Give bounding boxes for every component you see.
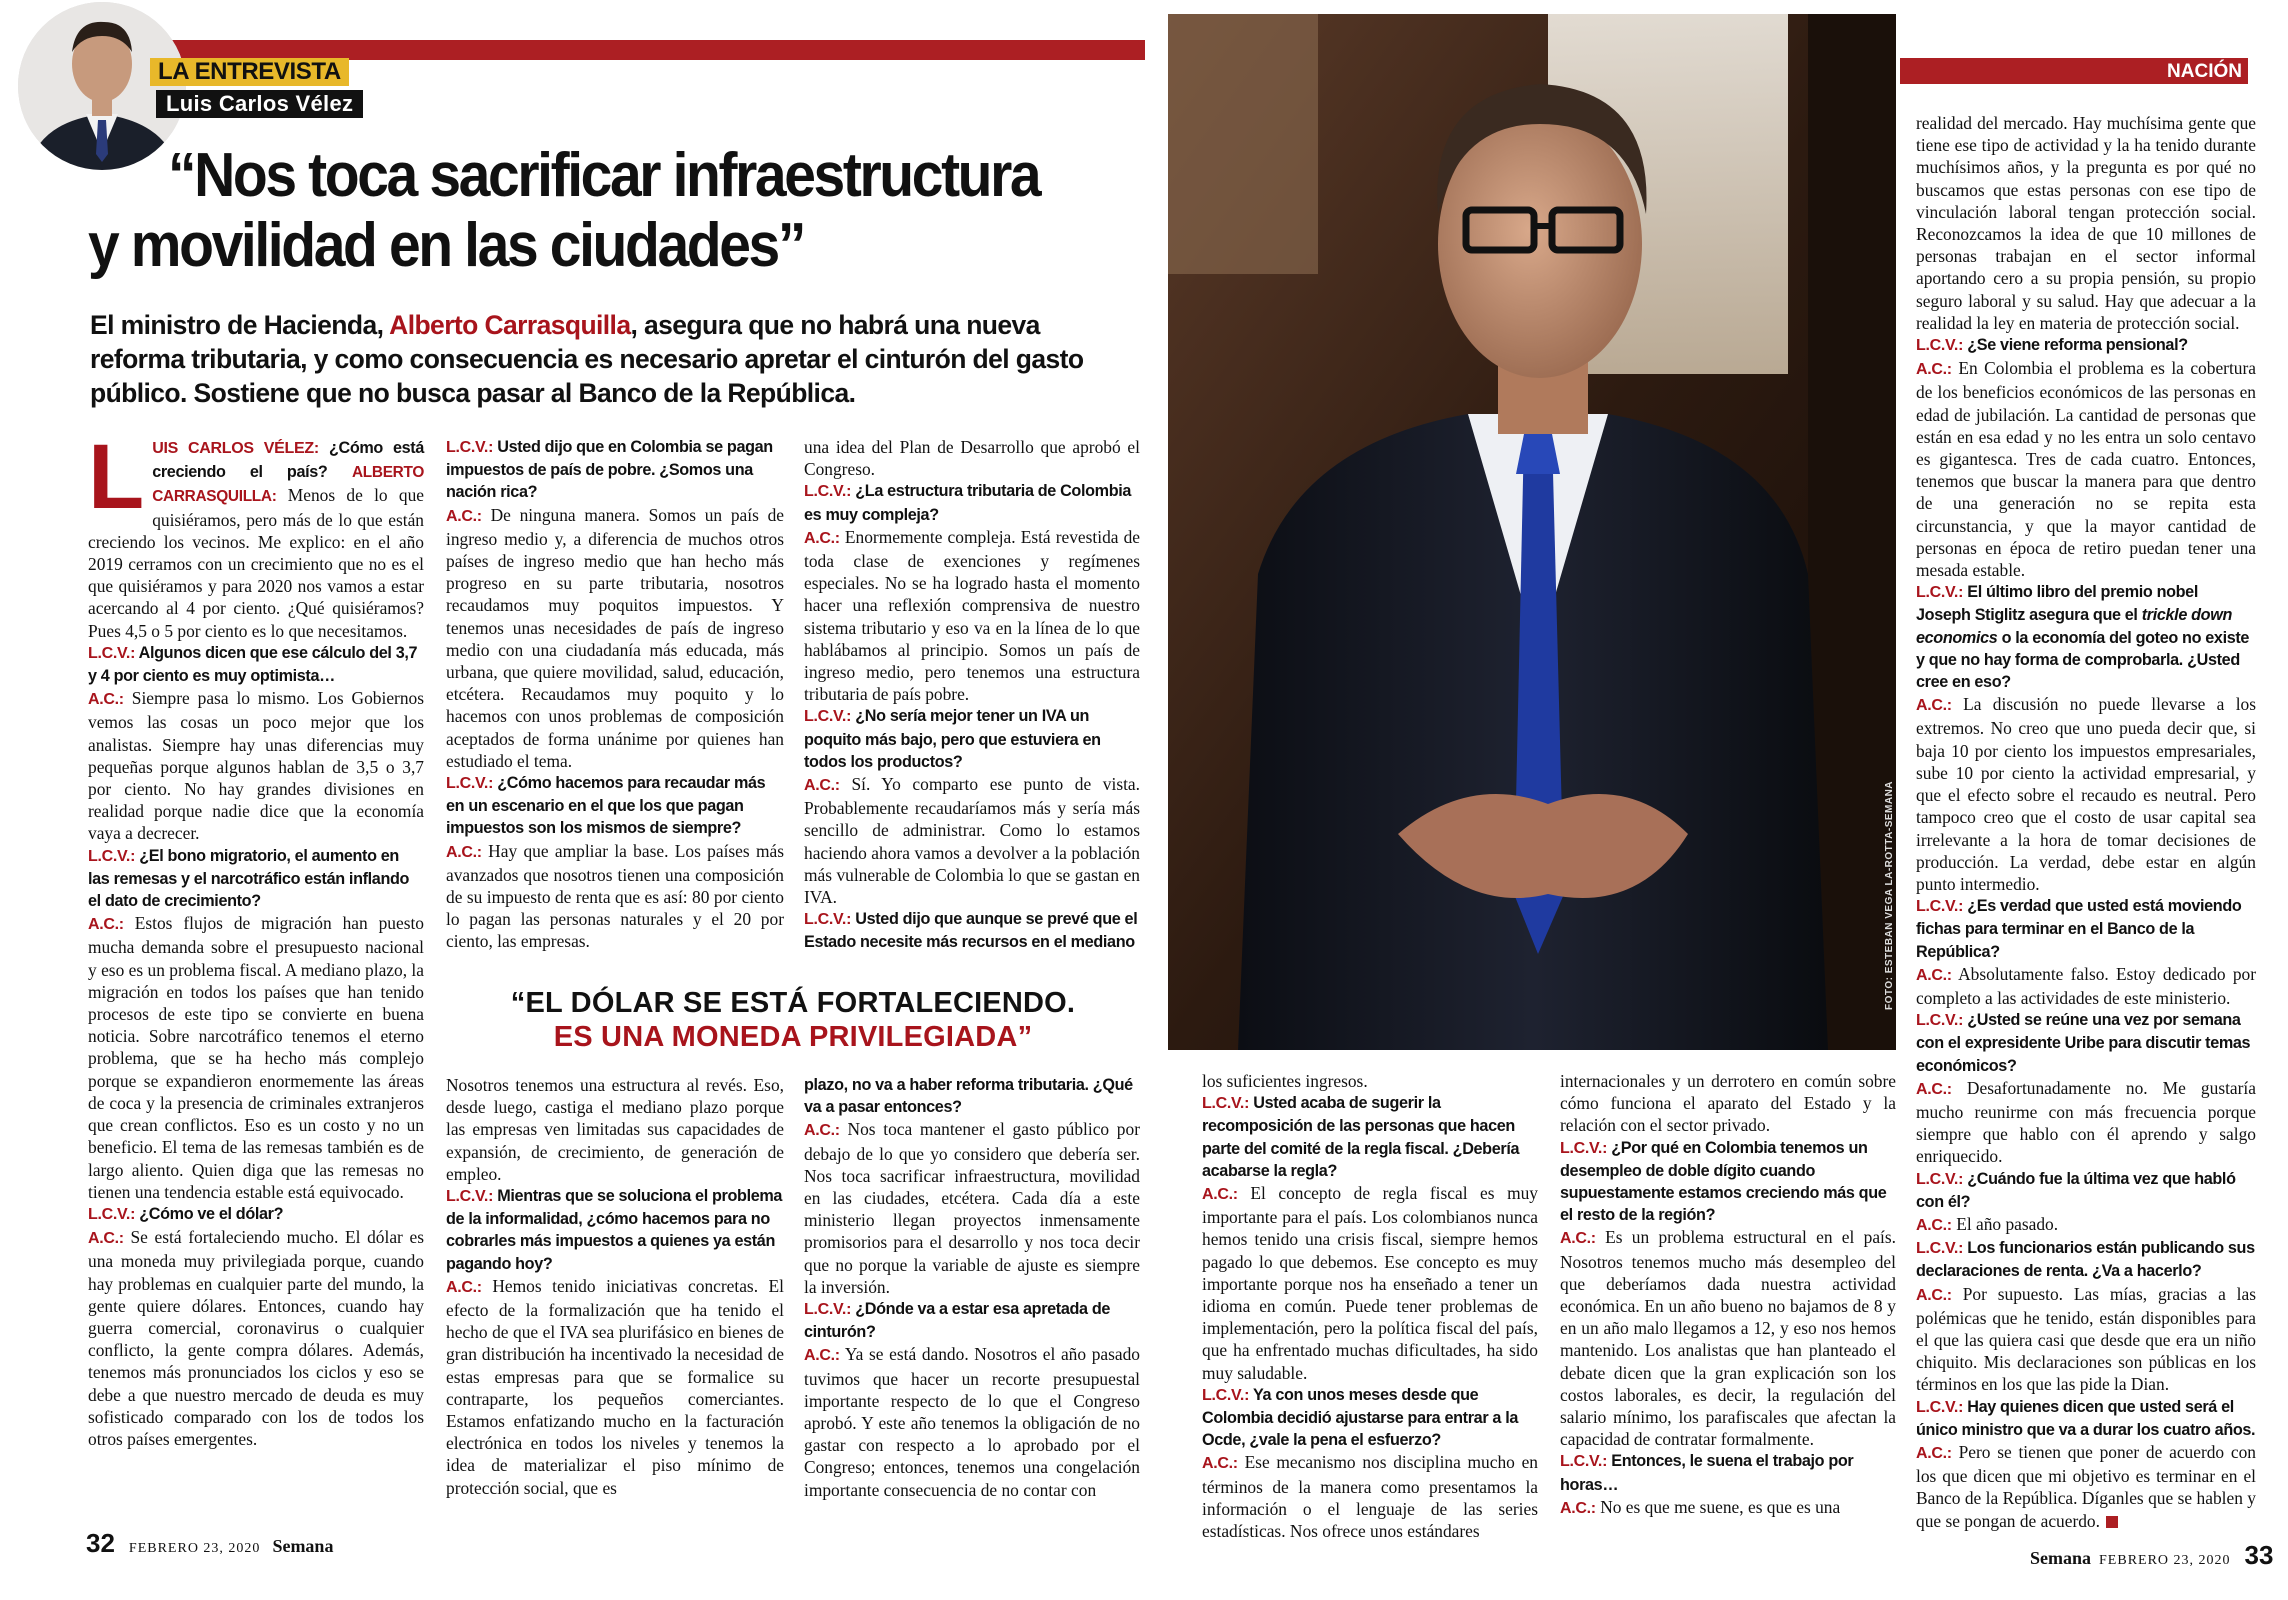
page-number-right: 33 bbox=[2244, 1540, 2274, 1570]
answer: A.C.: En Colombia el problema es la cobertura de los beneficios económicos de las personas en edad de jubilación. La cantidad de personas que están en esa edad y no les entra un solo centavo es gigantesca. Tres de cada cuatro. Entonces, tenemos que buscar la manera para que dentro de una generación no se repita esta circunstancia, y que la mayor cantidad de personas en época de retiro puedan tener una mesada estable. bbox=[1916, 358, 2256, 581]
footer-right bbox=[2030, 1540, 2273, 1570]
question: L.C.V.: ¿Por qué en Colombia tenemos un desempleo de doble dígito cuando supuestamente estamos creciendo más que el resto de la región? bbox=[1560, 1138, 1887, 1225]
answer: A.C.: Por supuesto. Las mías, gracias a las polémicas que he tenido, están disponibles para el que las quiera casi que desde que era un niño chiquito. Mis declaraciones son públicas en los términos en los que las pide la Dian. bbox=[1916, 1283, 2256, 1395]
date-right: FEBRERO 23, 2020 bbox=[2099, 1553, 2231, 1568]
headline-line-1: “Nos toca sacrificar infraestructura bbox=[168, 141, 1040, 210]
answer: A.C.: Pero se tienen que poner de acuerdo con los que dicen que mi objetivo es terminar en el Banco de la República. Díganles que se hablen y que se pongan de acuerdo. bbox=[1916, 1441, 2256, 1531]
answer: A.C.: Se está fortaleciendo mucho. El dólar es una moneda muy privilegiada porque, cuando hay problemas en cualquier parte del mundo, la gente quiere dólares. Entonces, cuando hay guerra comercial, coronavirus o cualquier conflicto, la gente compra dólares. Además, tenemos más pronunciados los ciclos y eso se debe a que nuestro mercado de deuda es muy sofisticado comparado con los de todos los otros países emergentes. bbox=[88, 1227, 424, 1449]
answer: A.C.: Absolutamente falso. Estoy dedicado por completo a las actividades de este ministerio. bbox=[1916, 963, 2256, 1008]
page-number-left: 32 bbox=[86, 1528, 115, 1558]
question: L.C.V.: ¿Usted se reúne una vez por semana con el expresidente Uribe para discutir temas económicos? bbox=[1916, 1011, 2251, 1075]
subtitle-line-1: El ministro de Hacienda, Alberto Carrasquilla, asegura que no habrá una nueva bbox=[90, 310, 1040, 340]
article-column-6 bbox=[1916, 112, 2256, 1532]
author-portrait bbox=[18, 2, 186, 170]
subtitle-line-3: público. Sostiene que no busca pasar al Banco de la República. bbox=[90, 378, 856, 408]
answer: A.C.: Hemos tenido iniciativas concretas. El efecto de la formalización que ha tenido el hecho de que el IVA sea plurifásico en bienes de gran distribución ha incentivado la necesidad de estas empresas para que se formalice su contraparte, los pequeños comerciantes. Estamos enfatizando mucho en la facturación electrónica en todos los niveles y tenemos la idea de materializar el piso mínimo de protección social, que es bbox=[446, 1275, 784, 1498]
headline bbox=[168, 140, 1180, 212]
drop-cap: L bbox=[88, 426, 145, 528]
end-mark-icon bbox=[2106, 1516, 2118, 1528]
footer-left bbox=[86, 1528, 333, 1558]
answer-continued: una idea del Plan de Desarrollo que aprobó el Congreso. bbox=[804, 437, 1140, 480]
magazine-name-right: Semana bbox=[2030, 1548, 2092, 1568]
pull-quote-line-2: ES UNA MONEDA PRIVILEGIADA” bbox=[553, 1021, 1033, 1053]
question: L.C.V.: Los funcionarios están publicando sus declaraciones de renta. ¿Va a hacerlo? bbox=[1916, 1239, 2255, 1281]
answer-continued: internacionales y un derrotero en común sobre cómo funciona el aparato del Estado y la relación con el sector privado. bbox=[1560, 1071, 1896, 1136]
question: L.C.V.: ¿Es verdad que usted está moviendo fichas para terminar en el Banco de la República? bbox=[1916, 897, 2242, 961]
answer-continued: Nosotros tenemos una estructura al revés. Eso, desde luego, castiga el mediano plazo porque las empresas ven limitadas sus capacidades de expansión, de crecimiento, de generación de empleo. bbox=[446, 1075, 784, 1184]
section-label-right: NACIÓN bbox=[2167, 61, 2242, 82]
answer: A.C.: De ninguna manera. Somos un país de ingreso medio y, a diferencia de muchos otros países de ingreso medio que han hecho más progreso en su parte tributaria, nosotros recaudamos muy poquitos impuestos. Y tenemos unas necesidades de país de ingreso medio con una ciudadanía más educada, más urbana, que quiere movilidad, salud, educación, etcétera. Recaudamos muy poquito y lo hacemos con unos problemas de composición aceptados de forma unánime por quienes han estudiado el tema. bbox=[446, 504, 784, 771]
magazine-name-left: Semana bbox=[272, 1536, 334, 1556]
answer: A.C.: Sí. Yo comparto ese punto de vista. Probablemente recaudaríamos más y sería más sencillo de administrar. Como lo estamos haciendo ahora vamos a devolver a la población más vulnerable de Colombia lo que se gastan en IVA. bbox=[804, 774, 1140, 908]
answer: A.C.: No es que me suene, es que es una bbox=[1560, 1496, 1841, 1517]
intro-paragraph: LUIS CARLOS VÉLEZ: ¿Cómo está creciendo el país? ALBERTO CARRASQUILLA: Menos de lo que quisiéramos, pero más de lo que están creciendo los vecinos. Me explico: en el año 2019 cerramos con un crecimiento que no es el que quisiéramos y para 2020 nos vamos a estar acercando al 4 por ciento. ¿Qué quisiéramos? Pues 4,5 o 5 por ciento es lo que necesitamos. bbox=[88, 426, 424, 641]
headline-second bbox=[88, 210, 1100, 282]
question: L.C.V.: Usted dijo que en Colombia se pagan impuestos de país de pobre. ¿Somos una nación rica? bbox=[446, 438, 773, 502]
question: L.C.V.: ¿Dónde va a estar esa apretada de cinturón? bbox=[804, 1300, 1111, 1342]
pull-quote-line-1: “EL DÓLAR SE ESTÁ FORTALECIENDO. bbox=[510, 987, 1076, 1019]
question: L.C.V.: ¿Cómo hacemos para recaudar más en un escenario en el que los que pagan impuestos son los mismos de siempre? bbox=[446, 774, 766, 838]
answer: A.C.: Hay que ampliar la base. Los países más avanzados que nosotros tienen una composición de su impuesto de renta que es así: 80 por ciento lo pagan las personas naturales y el 20 por ciento, las empresas. bbox=[446, 840, 784, 952]
article-column-4 bbox=[1202, 1070, 1538, 1542]
article-column-1 bbox=[88, 426, 424, 1450]
question: L.C.V.: ¿El bono migratorio, el aumento en las remesas y el narcotráfico están inflando el dato de crecimiento? bbox=[88, 846, 410, 911]
answer-continued: realidad del mercado. Hay muchísima gente que tiene ese tipo de actividad y la ha tenido durante muchísimos años, y la pregunta es por qué no buscamos que estas personas con ese tipo de vinculación laboral tengan protección social. Reconozcamos la idea de que 10 millones de personas trabajan en el sector informal aportando cero a su propia pensión, su propio seguro laboral y su salud. Hay que adecuar a la realidad la ley en materia de protección social. bbox=[1916, 113, 2256, 333]
question: L.C.V.: ¿No sería mejor tener un IVA un poquito más bajo, pero que estuviera en todos los productos? bbox=[804, 707, 1101, 771]
subtitle-line-2: reforma tributaria, y como consecuencia es necesario apretar el cinturón del gasto bbox=[90, 344, 1084, 374]
question: L.C.V.: Ya con unos meses desde que Colombia decidió ajustarse para entrar a la Ocde, ¿vale la pena el esfuerzo? bbox=[1202, 1385, 1519, 1450]
answer: A.C.: Es un problema estructural en el país. Nosotros tenemos mucho más desempleo del que deberíamos dada nuestra actividad económica. En un año bueno no bajamos de 8 y en un año malo llegamos a 12, y eso nos hemos mantenido. Los analistas que han planteado el debate dicen que la gran explicación son los costos laborales, es decir, la regulación del salario mínimo, los parafiscales que afectan la capacidad de contratar formalmente. bbox=[1560, 1227, 1896, 1450]
article-column-2-lower bbox=[446, 1074, 784, 1499]
answer: A.C.: El año pasado. bbox=[1916, 1213, 2059, 1234]
question: L.C.V.: ¿Cuándo fue la última vez que habló con él? bbox=[1916, 1169, 2236, 1211]
question: L.C.V.: Usted dijo que aunque se prevé que el Estado necesite más recursos en el mediano bbox=[804, 910, 1138, 952]
question: L.C.V.: Mientras que se soluciona el problema de la informalidad, ¿cómo hacemos para no cobrarles más impuestos a quienes ya están pagando hoy? bbox=[446, 1187, 783, 1273]
answer: A.C.: Desafortunadamente no. Me gustaría mucho reunirme con más frecuencia porque siempre que hablo con él aprendo y salgo enriquecido. bbox=[1916, 1077, 2256, 1167]
question: L.C.V.: Usted acaba de sugerir la recomposición de las personas que hacen parte del comité de la regla fiscal. ¿Debería acabarse la regla? bbox=[1202, 1094, 1520, 1180]
main-photo bbox=[1168, 14, 1896, 1050]
question: L.C.V.: El último libro del premio nobel Joseph Stiglitz asegura que el trickle down economics o la economía del goteo no existe y que no hay forma de comprobarla. ¿Usted cree en eso? bbox=[1916, 583, 2250, 692]
header-red-bar-left bbox=[150, 40, 1145, 60]
answer: A.C.: Ese mecanismo nos disciplina mucho en términos de la manera como presentamos la información o el lenguaje de las series estadísticas. Nos ofrece unos estándares bbox=[1202, 1452, 1538, 1542]
headline-line-2: y movilidad en las ciudades” bbox=[88, 211, 805, 280]
date-left: FEBRERO 23, 2020 bbox=[128, 1541, 261, 1556]
section-label: LA ENTREVISTA bbox=[150, 58, 349, 86]
answer: A.C.: El concepto de regla fiscal es muy importante para el país. Los colombianos nunca hemos tenido una crisis fiscal, siempre hemos pagado lo que debemos. Ese concepto es muy importante porque nos ha enseñado a tener un idioma en común. Puede tener problemas de implementación, pero la política fiscal del país, que ha enfrentado muchas dificultades, ha sido muy saludable. bbox=[1202, 1183, 1538, 1383]
answer: A.C.: Estos flujos de migración han puesto mucha demanda sobre el presupuesto nacional y eso es un problema fiscal. A mediano plazo, la migración en todos los países que han tenido procesos de este tipo se convierte en buena noticia. Sobre narcotráfico tenemos el eterno problema, que se ha hecho más complejo porque se expandieron enormemente las áreas de coca y la presencia de criminales extranjeros que crean conflictos. Eso es un costo y no un beneficio. El tema de las remesas también es de largo aliento. Quien diga que las remesas no tienen una tendencia estable está equivocado. bbox=[88, 913, 424, 1202]
answer: A.C.: Nos toca mantener el gasto público por debajo de lo que yo considero que debería ser. Nos toca sacrificar infraestructura, movilidad en las ciudades, etcétera. Cada día a este ministerio llegan proyectos inmensamente promisorios para el desarrollo y nos toca decir que no porque la variable de ajuste es siempre la inversión. bbox=[804, 1119, 1140, 1297]
answer: A.C.: Enormemente compleja. Está revestida de toda clase de exenciones y regímenes especiales. No se ha logrado hasta el momento hacer una reflexión comprensiva de nuestro sistema tributario y eso va en la línea de lo que hablábamos al principio. Somos un país de ingreso medio, pero tenemos una estructura tributaria de país pobre. bbox=[804, 526, 1140, 705]
author-name-label: Luis Carlos Vélez bbox=[156, 90, 363, 118]
pull-quote bbox=[446, 986, 1140, 1054]
question: L.C.V.: Hay quienes dicen que usted será el único ministro que va a durar los cuatro años. bbox=[1916, 1397, 2256, 1439]
question: L.C.V.: Entonces, le suena el trabajo por horas… bbox=[1560, 1452, 1854, 1494]
answer-continued: los suficientes ingresos. bbox=[1202, 1071, 1368, 1091]
answer: A.C.: Ya se está dando. Nosotros el año pasado tuvimos que hacer un recorte presupuestal importante respecto de lo que el Congreso aprobó. Y este año tenemos la obligación de no gastar con respecto a lo aprobado por el Congreso; entonces, tenemos una congelación importante consecuencia de no contar con bbox=[804, 1344, 1140, 1500]
question-continued: plazo, no va a haber reforma tributaria. ¿Qué va a pasar entonces? bbox=[804, 1076, 1133, 1117]
photo-credit: FOTO: ESTEBAN VEGA LA-ROTTA-SEMANA bbox=[1884, 780, 1895, 1010]
question: L.C.V.: ¿La estructura tributaria de Colombia es muy compleja? bbox=[804, 482, 1132, 524]
article-column-3-lower bbox=[804, 1074, 1140, 1501]
subtitle bbox=[90, 308, 1170, 410]
question: L.C.V.: ¿Se viene reforma pensional? bbox=[1916, 336, 2188, 355]
question: L.C.V.: Algunos dicen que ese cálculo del 3,7 y 4 por ciento es muy optimista… bbox=[88, 643, 418, 686]
article-column-5 bbox=[1560, 1070, 1896, 1520]
question: L.C.V.: ¿Cómo ve el dólar? bbox=[88, 1204, 284, 1223]
article-column-2 bbox=[446, 436, 784, 953]
answer: A.C.: La discusión no puede llevarse a los extremos. No creo que uno pueda decir que, si baja 10 por ciento los impuestos empresariales, sube 10 por ciento la actividad empresarial, y que el efecto sobre el recaudo es neutral. Pero tampoco creo que el costo de usar capital sea irrelevante a la hora de tomar decisiones de producción. La verdad, debe estar en algún punto intermedio. bbox=[1916, 694, 2256, 894]
article-column-3 bbox=[804, 436, 1140, 954]
subtitle-name: Alberto Carrasquilla bbox=[389, 310, 631, 340]
answer: A.C.: Siempre pasa lo mismo. Los Gobiernos vemos las cosas un poco mejor que los analistas. Siempre hay unas diferencias muy pequeñas porque algunos hablan de 3,5 o 3,7 por ciento. No hay grandes divisiones en realidad porque nadie dice que la economía vaya a decrecer. bbox=[88, 688, 424, 844]
